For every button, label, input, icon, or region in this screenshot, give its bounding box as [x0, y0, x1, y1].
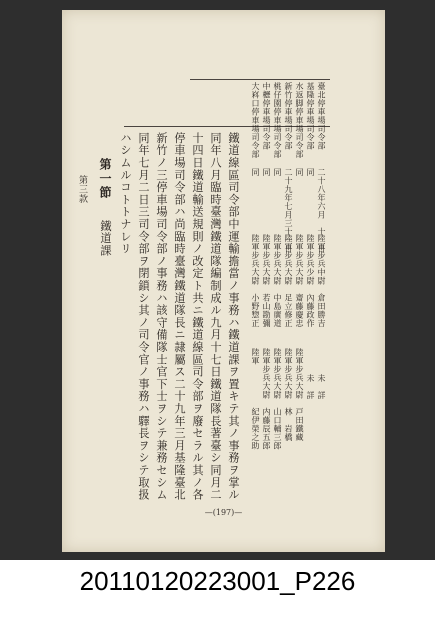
officer-cell: 陸軍步兵大尉 若山勘彌	[262, 234, 271, 328]
officer-cell: 陸軍步兵大尉 足立修正	[284, 234, 293, 328]
officer-cell: 陸軍 紀伊榮之助	[251, 348, 260, 450]
date-cell: 同	[273, 168, 282, 177]
text-line: 新竹ノ三停車場司令部ノ事務ハ該守備隊士官下士ヲシテ兼務セシム	[155, 132, 168, 501]
text-line: ハシムルコトトナレリ	[119, 132, 132, 255]
unit-name: 中櫪停車場司令部	[262, 82, 271, 150]
officer-cell: 陸軍步兵大尉 齋藤慶忠	[295, 234, 304, 328]
date-cell: 二十八年六月 十 日	[317, 168, 326, 253]
officer-cell: 陸軍步兵大尉 林 岩橋	[284, 348, 293, 442]
date-cell: 二十九年七月三十一日	[284, 168, 293, 253]
image-caption: 20110120223001_P226	[79, 566, 356, 596]
section-title: 第一節	[98, 158, 112, 200]
unit-name: 大嵙口停車場司令部	[251, 82, 260, 159]
section-subtitle: 鐵道課	[99, 220, 112, 257]
book-page	[62, 10, 385, 552]
officer-cell: 未 詳	[317, 374, 326, 400]
officer-cell: 陸軍步兵中尉 倉田勝吉	[317, 234, 326, 328]
date-cell: 同	[306, 168, 315, 177]
text-line: 停車場司令部ハ尚臨時臺灣鐵道隊長ニ隷屬ス二十九年三月基隆臺北	[173, 132, 186, 501]
officer-cell: 陸軍步兵大尉 山口輔三郎	[273, 348, 282, 450]
text-line: 十四日鐵道輸送規則ノ改定ト共ニ鐵道線區司令部ヲ廢セラル其ノ各	[191, 132, 204, 501]
date-cell: 同	[251, 168, 260, 177]
text-line: 同年八月臨時臺灣鐵道隊編制成ル九月十七日鐵道隊長著臺シ同月二	[209, 132, 222, 501]
officer-cell: 陸軍步兵大尉 戸田鐵藏	[295, 348, 304, 442]
unit-name: 新竹停車場司令部	[284, 82, 293, 150]
officer-cell: 未 詳	[306, 374, 315, 400]
officer-cell: 陸軍步兵大尉 中島廣道	[273, 234, 282, 328]
unit-name: 水返脚停車場司令部	[295, 82, 304, 159]
table-top-rule	[190, 79, 330, 80]
page-number: —(197)—	[204, 508, 243, 517]
chapter-label: 第三款	[77, 175, 87, 204]
date-cell: 同	[295, 168, 304, 177]
unit-name: 桃仔園停車場司令部	[273, 82, 282, 159]
unit-name: 基隆停車場司令部	[306, 82, 315, 150]
text-line: 同年七月二日三司令部ヲ閉鎖シ其ノ司令官ノ事務ハ驛長ヲシテ取扱	[137, 132, 150, 501]
officer-cell: 陸軍步兵大尉 小野惣正	[251, 234, 260, 328]
unit-name: 臺北停車場司令部	[317, 82, 326, 150]
text-line: 鐵道線區司令部中運輸擔當ノ事務ハ鐵道課ヲ置キテ其ノ事務ヲ掌ル	[227, 132, 240, 501]
officer-cell: 陸軍步兵大尉 内藤辰五郎	[262, 348, 271, 450]
officer-cell: 陸軍步兵少尉 內藤政作	[306, 234, 315, 328]
date-cell: 同	[262, 168, 271, 177]
